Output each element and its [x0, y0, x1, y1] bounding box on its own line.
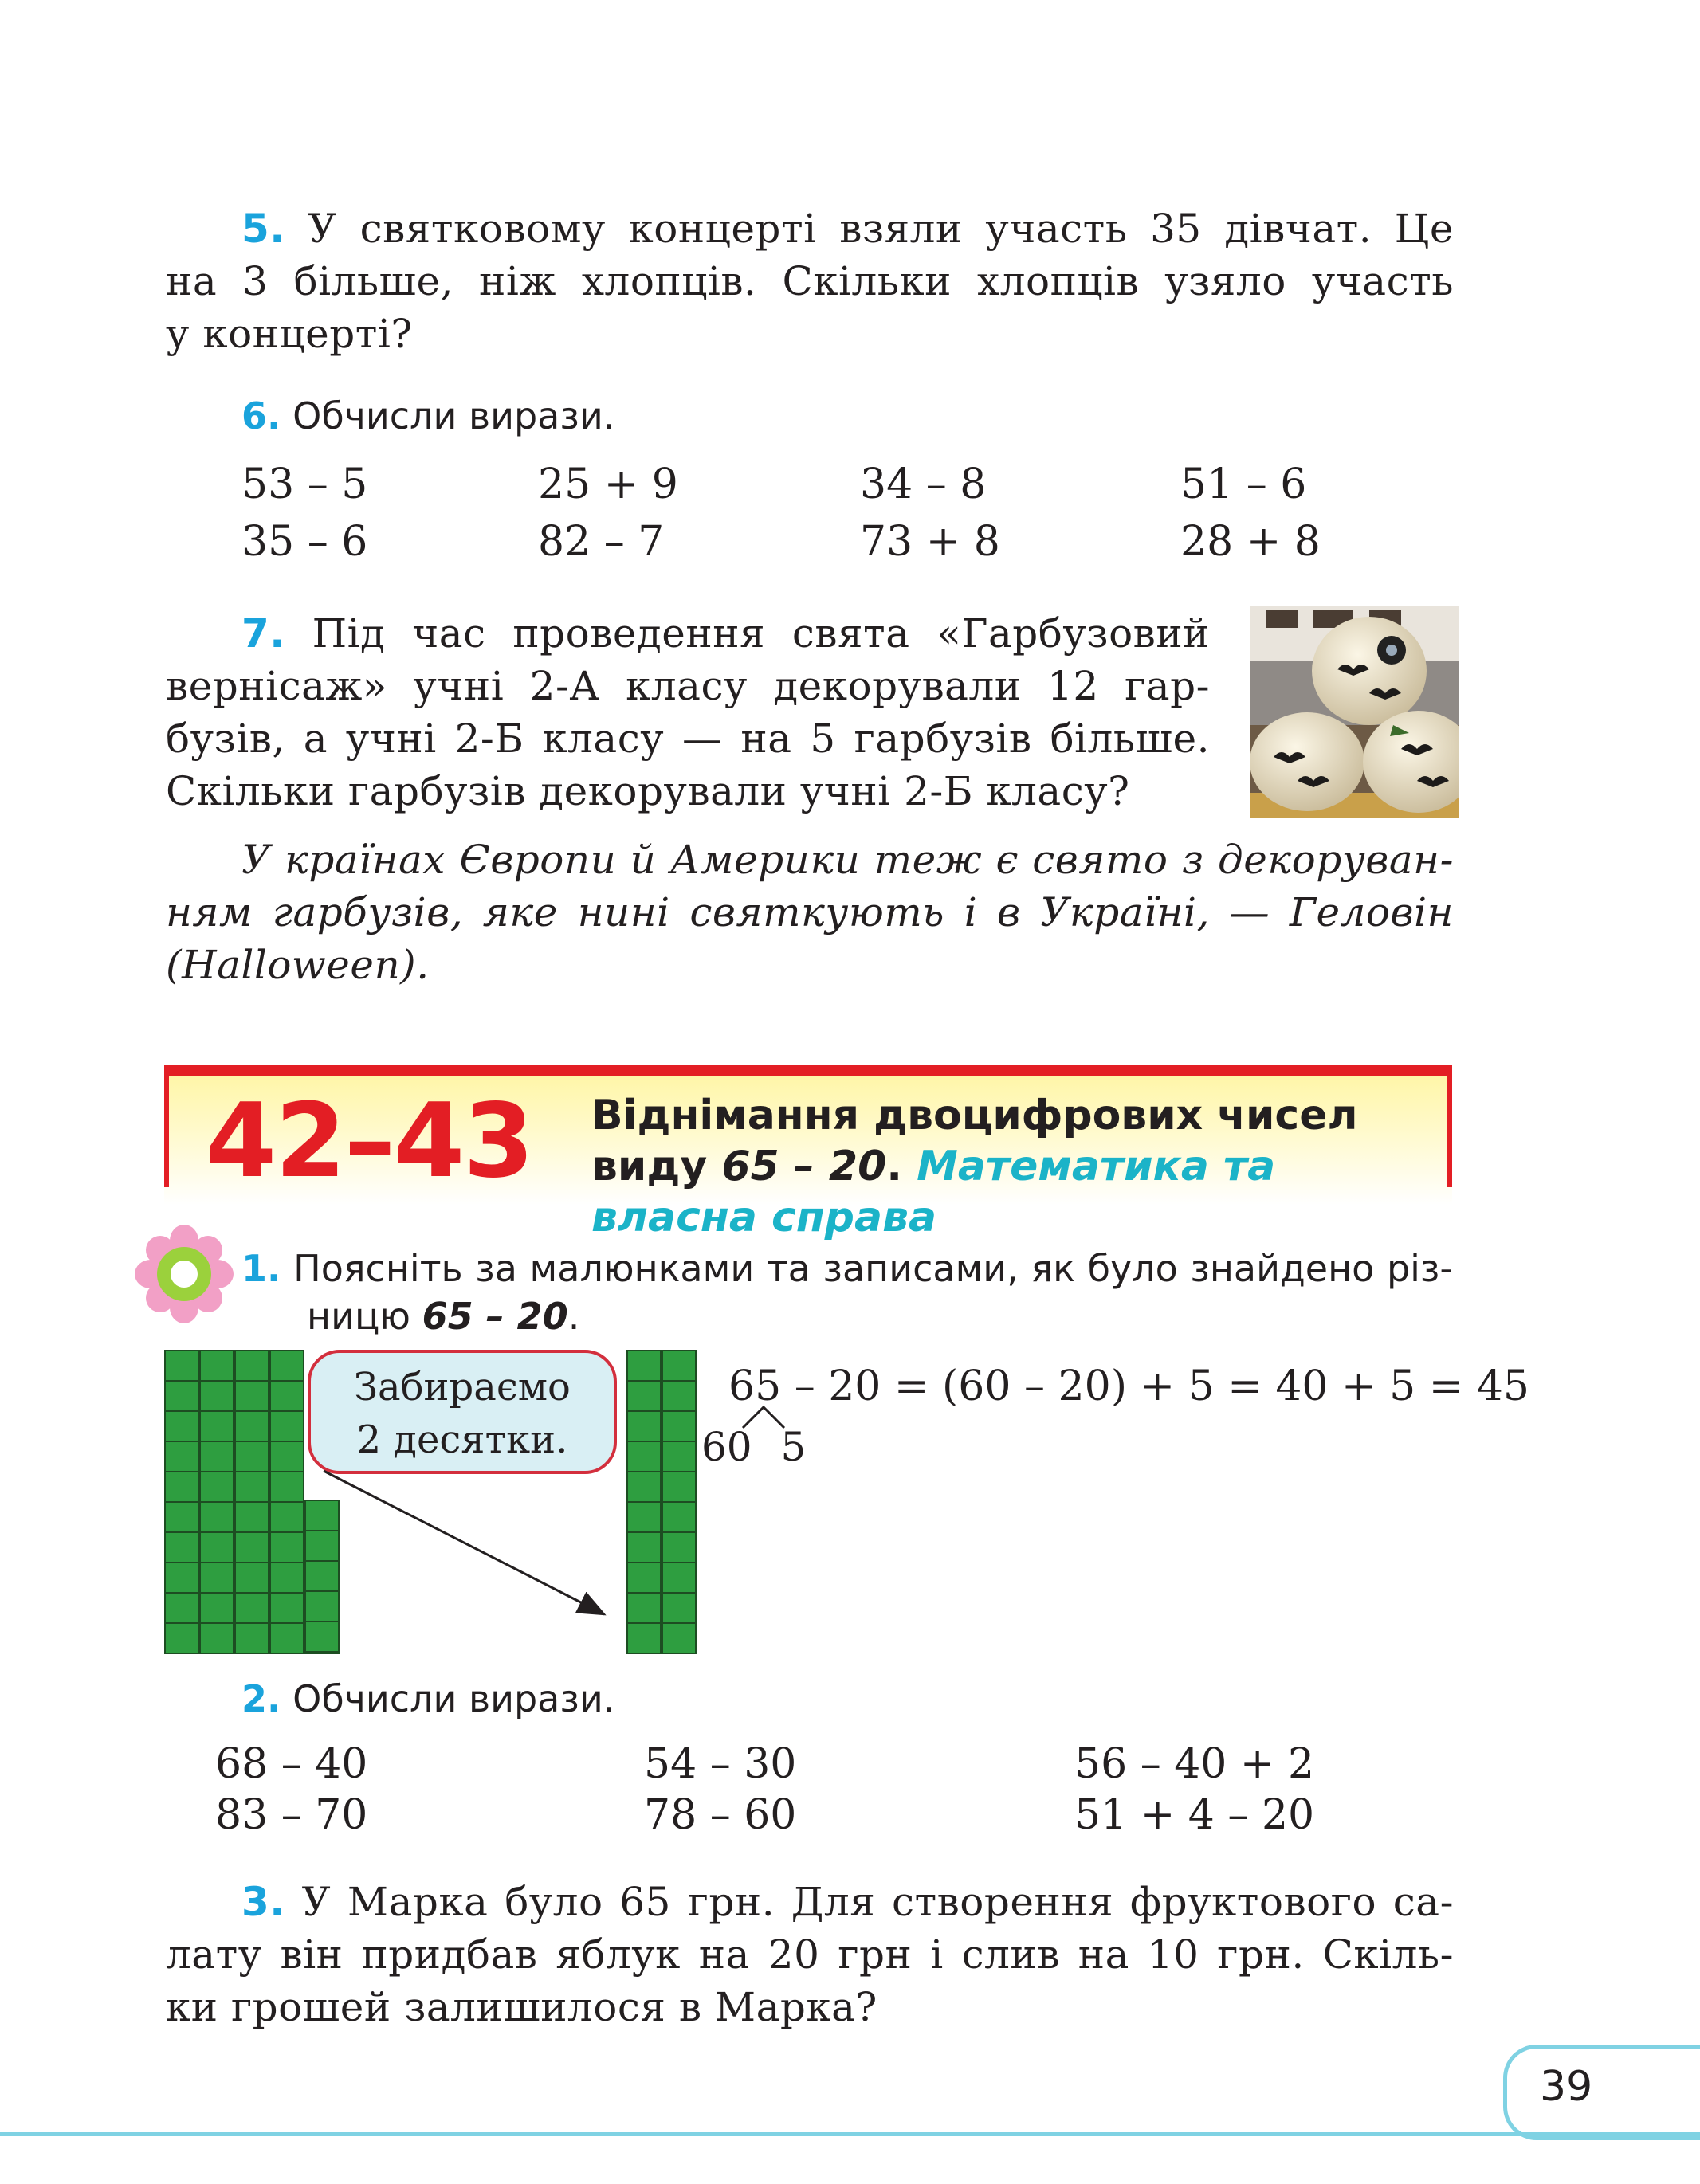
- lesson-task-2-heading: [241, 1675, 614, 1723]
- tens-blocks-after: [626, 1350, 698, 1656]
- speech-text: Забираємо: [354, 1365, 571, 1410]
- task-text: У Марка було 65 грн. Для створення фруктового са-: [301, 1879, 1454, 1925]
- task-text: на 3 більше, ніж хлопців. Скільки хлопців узяло участь: [166, 258, 1454, 304]
- lesson-number: 42–43: [206, 1082, 533, 1201]
- expression: 83 – 70: [215, 1791, 368, 1839]
- task-7: [166, 607, 1210, 818]
- expression: 73 + 8: [860, 518, 1000, 566]
- halloween-note: [166, 833, 1454, 991]
- expression: 68 – 40: [215, 1740, 368, 1788]
- page-number-tab: [1503, 2045, 1700, 2140]
- task-text: Обчисли вирази.: [292, 1677, 615, 1720]
- expression: 53 – 5: [241, 461, 368, 508]
- ten-block: [626, 1350, 662, 1654]
- task-text: Під час проведення свята «Гарбузовий: [312, 610, 1210, 657]
- expression: 51 + 4 – 20: [1074, 1791, 1315, 1839]
- ten-block: [234, 1350, 269, 1654]
- expression: 25 + 9: [538, 461, 678, 508]
- expression: 82 – 7: [538, 518, 665, 566]
- expression: 78 – 60: [644, 1791, 797, 1839]
- expression: 34 – 8: [860, 461, 987, 508]
- task-number: 6.: [241, 394, 281, 437]
- lesson-title-dot: .: [886, 1143, 917, 1190]
- task-text: Обчисли вирази.: [292, 394, 615, 437]
- flower-icon: [134, 1224, 234, 1324]
- lesson-task-3: [166, 1876, 1454, 2033]
- expression: 54 – 30: [644, 1740, 797, 1788]
- expression: 35 – 6: [241, 518, 368, 566]
- lesson-subtitle: власна справа: [591, 1194, 937, 1241]
- task-number: 7.: [241, 610, 285, 657]
- equation: [728, 1361, 1529, 1412]
- equation-text: 65 – 20 = (60 – 20) + 5 = 40 + 5 = 45: [728, 1363, 1530, 1410]
- split-numbers: [701, 1423, 813, 1471]
- task-6-heading: [241, 392, 614, 440]
- task-text-end: .: [567, 1295, 580, 1338]
- task-5: [166, 202, 1454, 360]
- task-number: 1.: [241, 1247, 281, 1290]
- ten-block: [199, 1350, 234, 1654]
- task-number: 3.: [241, 1879, 285, 1925]
- task-number: 5.: [241, 206, 285, 252]
- task-number: 2.: [241, 1677, 281, 1720]
- expression: 28 + 8: [1180, 518, 1321, 566]
- note-text: ням гарбузів, яке нині святкують і в Україні, — Геловін: [166, 889, 1454, 935]
- task-6-expressions: [241, 456, 1357, 575]
- task-text: У святковому концерті взяли участь 35 дівчат. Це: [308, 206, 1454, 252]
- ten-block: [269, 1350, 304, 1654]
- task-text: бузів, а учні 2-Б класу — на 5 гарбузів більше.: [166, 716, 1210, 762]
- task-text: лату він придбав яблук на 20 грн і слив на 10 грн. Скіль-: [166, 1931, 1454, 1978]
- task-expression: 65 – 20: [422, 1295, 568, 1338]
- expression: 56 – 40 + 2: [1074, 1740, 1315, 1788]
- task-text: у концерті?: [166, 311, 413, 357]
- note-text: У країнах Європи й Америки теж є свято з декоруван-: [241, 837, 1454, 883]
- split-tens: 60: [701, 1424, 752, 1470]
- ten-block: [662, 1350, 697, 1654]
- speech-text: 2 десятки.: [356, 1417, 568, 1462]
- lesson-task-2-expressions: [215, 1735, 1411, 1847]
- task-text: ницю: [307, 1295, 422, 1338]
- lesson-title: [591, 1090, 1436, 1243]
- task-text: ки грошей залишилося в Марка?: [166, 1984, 877, 2030]
- pumpkin-photo: [1250, 606, 1459, 818]
- speech-bubble: [308, 1350, 617, 1474]
- arrow: [319, 1466, 622, 1625]
- lesson-subtitle: Математика та: [917, 1143, 1276, 1190]
- lesson-task-1: [241, 1245, 1453, 1340]
- note-text: (Halloween).: [166, 942, 430, 988]
- lesson-title-line: Віднімання двоцифрових чисел: [591, 1092, 1358, 1139]
- ten-block: [164, 1350, 199, 1654]
- task-text: Скільки гарбузів декорували учні 2-Б класу?: [166, 768, 1130, 814]
- task-text: вернісаж» учні 2-А класу декорували 12 гар-: [166, 663, 1210, 709]
- expression: 51 – 6: [1180, 461, 1307, 508]
- bottom-rule: [0, 2132, 1700, 2136]
- task-text: Поясніть за малюнками та записами, як було знайдено різ-: [293, 1247, 1453, 1290]
- lesson-title-text: виду: [591, 1143, 722, 1190]
- lesson-title-expression: 65 – 20: [721, 1143, 887, 1190]
- split-ones: 5: [780, 1424, 807, 1470]
- page-number: 39: [1540, 2063, 1593, 2111]
